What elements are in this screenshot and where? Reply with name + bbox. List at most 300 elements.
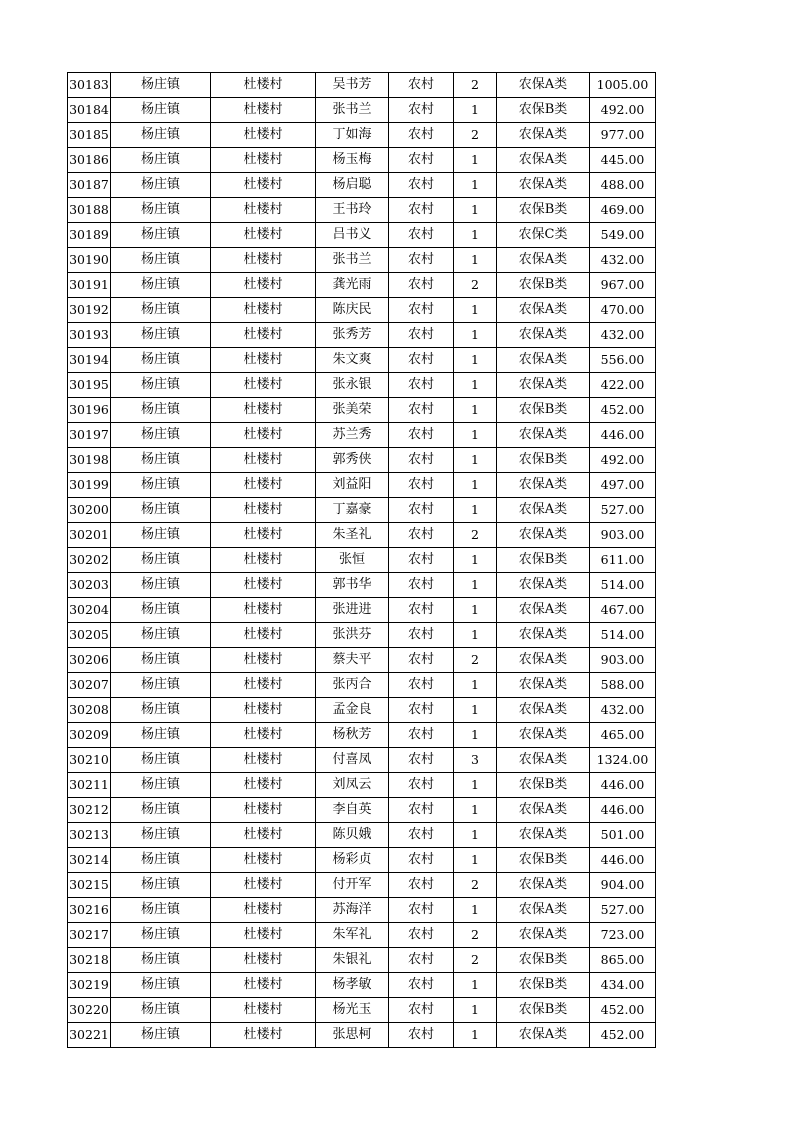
name-cell: 张思柯 [316,1023,389,1048]
name-cell: 张恒 [316,548,389,573]
count-cell: 1 [454,1023,497,1048]
amount-cell: 446.00 [590,798,656,823]
name-cell: 付开军 [316,873,389,898]
table-row [68,573,656,598]
village-cell: 杜楼村 [211,548,316,573]
town-cell: 杨庄镇 [111,223,211,248]
village-cell: 杜楼村 [211,648,316,673]
table-row [68,773,656,798]
name-cell: 张书兰 [316,248,389,273]
id-cell: 30204 [68,598,111,623]
count-cell: 1 [454,798,497,823]
category-cell: 农保A类 [497,373,590,398]
id-cell: 30220 [68,998,111,1023]
town-cell: 杨庄镇 [111,298,211,323]
amount-cell: 1005.00 [590,73,656,98]
id-cell: 30183 [68,73,111,98]
name-cell: 郭秀侠 [316,448,389,473]
id-cell: 30205 [68,623,111,648]
name-cell: 吴书芳 [316,73,389,98]
area-cell: 农村 [389,673,454,698]
table-row [68,448,656,473]
amount-cell: 611.00 [590,548,656,573]
amount-cell: 492.00 [590,448,656,473]
category-cell: 农保A类 [497,698,590,723]
amount-cell: 501.00 [590,823,656,848]
name-cell: 杨孝敏 [316,973,389,998]
amount-cell: 470.00 [590,298,656,323]
town-cell: 杨庄镇 [111,98,211,123]
name-cell: 刘益阳 [316,473,389,498]
count-cell: 1 [454,723,497,748]
area-cell: 农村 [389,398,454,423]
id-cell: 30202 [68,548,111,573]
amount-cell: 556.00 [590,348,656,373]
category-cell: 农保A类 [497,423,590,448]
town-cell: 杨庄镇 [111,798,211,823]
name-cell: 朱圣礼 [316,523,389,548]
category-cell: 农保A类 [497,873,590,898]
name-cell: 付喜凤 [316,748,389,773]
village-cell: 杜楼村 [211,98,316,123]
village-cell: 杜楼村 [211,473,316,498]
village-cell: 杜楼村 [211,723,316,748]
village-cell: 杜楼村 [211,973,316,998]
name-cell: 杨启聪 [316,173,389,198]
village-cell: 杜楼村 [211,748,316,773]
id-cell: 30214 [68,848,111,873]
village-cell: 杜楼村 [211,348,316,373]
count-cell: 1 [454,448,497,473]
category-cell: 农保A类 [497,623,590,648]
category-cell: 农保A类 [497,1023,590,1048]
count-cell: 2 [454,648,497,673]
category-cell: 农保C类 [497,223,590,248]
amount-cell: 1324.00 [590,748,656,773]
table-row [68,498,656,523]
village-cell: 杜楼村 [211,798,316,823]
table-row [68,598,656,623]
amount-cell: 527.00 [590,898,656,923]
name-cell: 陈庆民 [316,298,389,323]
name-cell: 张美荣 [316,398,389,423]
id-cell: 30206 [68,648,111,673]
village-cell: 杜楼村 [211,223,316,248]
amount-cell: 549.00 [590,223,656,248]
id-cell: 30210 [68,748,111,773]
town-cell: 杨庄镇 [111,548,211,573]
amount-cell: 445.00 [590,148,656,173]
village-cell: 杜楼村 [211,573,316,598]
village-cell: 杜楼村 [211,1023,316,1048]
village-cell: 杜楼村 [211,123,316,148]
town-cell: 杨庄镇 [111,573,211,598]
category-cell: 农保A类 [497,573,590,598]
category-cell: 农保A类 [497,73,590,98]
amount-cell: 422.00 [590,373,656,398]
name-cell: 郭书华 [316,573,389,598]
count-cell: 1 [454,773,497,798]
id-cell: 30200 [68,498,111,523]
name-cell: 杨彩贞 [316,848,389,873]
town-cell: 杨庄镇 [111,198,211,223]
id-cell: 30207 [68,673,111,698]
count-cell: 1 [454,373,497,398]
name-cell: 孟金良 [316,698,389,723]
id-cell: 30213 [68,823,111,848]
amount-cell: 492.00 [590,98,656,123]
amount-cell: 903.00 [590,523,656,548]
table-row [68,1023,656,1048]
count-cell: 1 [454,498,497,523]
category-cell: 农保B类 [497,548,590,573]
name-cell: 杨光玉 [316,998,389,1023]
amount-cell: 446.00 [590,773,656,798]
amount-cell: 588.00 [590,673,656,698]
area-cell: 农村 [389,173,454,198]
town-cell: 杨庄镇 [111,823,211,848]
count-cell: 2 [454,273,497,298]
count-cell: 1 [454,98,497,123]
count-cell: 2 [454,73,497,98]
table-row [68,98,656,123]
area-cell: 农村 [389,348,454,373]
area-cell: 农村 [389,598,454,623]
count-cell: 1 [454,198,497,223]
village-cell: 杜楼村 [211,598,316,623]
area-cell: 农村 [389,248,454,273]
amount-cell: 977.00 [590,123,656,148]
id-cell: 30211 [68,773,111,798]
amount-cell: 865.00 [590,948,656,973]
village-cell: 杜楼村 [211,73,316,98]
area-cell: 农村 [389,548,454,573]
count-cell: 2 [454,923,497,948]
amount-cell: 967.00 [590,273,656,298]
table-row [68,273,656,298]
table-row [68,823,656,848]
area-cell: 农村 [389,898,454,923]
category-cell: 农保A类 [497,723,590,748]
amount-cell: 469.00 [590,198,656,223]
table-row [68,548,656,573]
amount-cell: 434.00 [590,973,656,998]
village-cell: 杜楼村 [211,823,316,848]
count-cell: 2 [454,873,497,898]
town-cell: 杨庄镇 [111,173,211,198]
id-cell: 30190 [68,248,111,273]
town-cell: 杨庄镇 [111,773,211,798]
count-cell: 1 [454,548,497,573]
count-cell: 2 [454,123,497,148]
area-cell: 农村 [389,98,454,123]
id-cell: 30194 [68,348,111,373]
id-cell: 30212 [68,798,111,823]
town-cell: 杨庄镇 [111,873,211,898]
table-row [68,698,656,723]
count-cell: 1 [454,623,497,648]
table-row [68,923,656,948]
name-cell: 苏海洋 [316,898,389,923]
name-cell: 刘凤云 [316,773,389,798]
id-cell: 30189 [68,223,111,248]
area-cell: 农村 [389,823,454,848]
area-cell: 农村 [389,923,454,948]
town-cell: 杨庄镇 [111,523,211,548]
table-row [68,748,656,773]
category-cell: 农保A类 [497,298,590,323]
count-cell: 1 [454,348,497,373]
id-cell: 30201 [68,523,111,548]
name-cell: 丁嘉豪 [316,498,389,523]
count-cell: 1 [454,248,497,273]
category-cell: 农保B类 [497,398,590,423]
category-cell: 农保B类 [497,948,590,973]
table-row [68,298,656,323]
category-cell: 农保A类 [497,148,590,173]
village-cell: 杜楼村 [211,423,316,448]
town-cell: 杨庄镇 [111,498,211,523]
category-cell: 农保A类 [497,323,590,348]
area-cell: 农村 [389,73,454,98]
table-row [68,198,656,223]
area-cell: 农村 [389,723,454,748]
village-cell: 杜楼村 [211,398,316,423]
table-row [68,648,656,673]
village-cell: 杜楼村 [211,298,316,323]
village-cell: 杜楼村 [211,773,316,798]
town-cell: 杨庄镇 [111,598,211,623]
category-cell: 农保B类 [497,973,590,998]
village-cell: 杜楼村 [211,948,316,973]
count-cell: 1 [454,298,497,323]
id-cell: 30195 [68,373,111,398]
area-cell: 农村 [389,423,454,448]
id-cell: 30186 [68,148,111,173]
id-cell: 30187 [68,173,111,198]
name-cell: 龚光雨 [316,273,389,298]
table-row [68,373,656,398]
amount-cell: 452.00 [590,1023,656,1048]
town-cell: 杨庄镇 [111,123,211,148]
table-row [68,423,656,448]
town-cell: 杨庄镇 [111,248,211,273]
id-cell: 30197 [68,423,111,448]
table-body [68,73,656,1048]
amount-cell: 514.00 [590,623,656,648]
category-cell: 农保B类 [497,273,590,298]
name-cell: 杨玉梅 [316,148,389,173]
village-cell: 杜楼村 [211,923,316,948]
category-cell: 农保A类 [497,498,590,523]
count-cell: 1 [454,223,497,248]
id-cell: 30196 [68,398,111,423]
amount-cell: 465.00 [590,723,656,748]
amount-cell: 467.00 [590,598,656,623]
town-cell: 杨庄镇 [111,748,211,773]
id-cell: 30185 [68,123,111,148]
category-cell: 农保A类 [497,923,590,948]
table-row [68,223,656,248]
name-cell: 王书玲 [316,198,389,223]
category-cell: 农保B类 [497,198,590,223]
name-cell: 蔡夫平 [316,648,389,673]
id-cell: 30209 [68,723,111,748]
id-cell: 30199 [68,473,111,498]
village-cell: 杜楼村 [211,498,316,523]
area-cell: 农村 [389,573,454,598]
village-cell: 杜楼村 [211,898,316,923]
count-cell: 2 [454,523,497,548]
area-cell: 农村 [389,848,454,873]
area-cell: 农村 [389,298,454,323]
count-cell: 1 [454,848,497,873]
village-cell: 杜楼村 [211,373,316,398]
id-cell: 30188 [68,198,111,223]
table-row [68,898,656,923]
id-cell: 30219 [68,973,111,998]
table-row [68,673,656,698]
town-cell: 杨庄镇 [111,623,211,648]
count-cell: 1 [454,423,497,448]
town-cell: 杨庄镇 [111,648,211,673]
name-cell: 李自英 [316,798,389,823]
table-row [68,973,656,998]
count-cell: 1 [454,573,497,598]
count-cell: 1 [454,998,497,1023]
name-cell: 张书兰 [316,98,389,123]
name-cell: 张秀芳 [316,323,389,348]
village-cell: 杜楼村 [211,273,316,298]
count-cell: 1 [454,973,497,998]
table-row [68,623,656,648]
town-cell: 杨庄镇 [111,673,211,698]
name-cell: 张永银 [316,373,389,398]
town-cell: 杨庄镇 [111,273,211,298]
name-cell: 丁如海 [316,123,389,148]
id-cell: 30184 [68,98,111,123]
town-cell: 杨庄镇 [111,973,211,998]
category-cell: 农保B类 [497,98,590,123]
town-cell: 杨庄镇 [111,323,211,348]
amount-cell: 514.00 [590,573,656,598]
id-cell: 30221 [68,1023,111,1048]
category-cell: 农保A类 [497,473,590,498]
village-cell: 杜楼村 [211,323,316,348]
village-cell: 杜楼村 [211,848,316,873]
name-cell: 张洪芬 [316,623,389,648]
id-cell: 30215 [68,873,111,898]
category-cell: 农保A类 [497,123,590,148]
name-cell: 朱军礼 [316,923,389,948]
amount-cell: 432.00 [590,323,656,348]
town-cell: 杨庄镇 [111,923,211,948]
count-cell: 2 [454,948,497,973]
count-cell: 1 [454,173,497,198]
town-cell: 杨庄镇 [111,148,211,173]
area-cell: 农村 [389,223,454,248]
data-table [67,72,656,1048]
table-row [68,248,656,273]
area-cell: 农村 [389,123,454,148]
category-cell: 农保B类 [497,448,590,473]
id-cell: 30217 [68,923,111,948]
id-cell: 30192 [68,298,111,323]
town-cell: 杨庄镇 [111,898,211,923]
town-cell: 杨庄镇 [111,448,211,473]
town-cell: 杨庄镇 [111,373,211,398]
amount-cell: 904.00 [590,873,656,898]
name-cell: 陈贝娥 [316,823,389,848]
category-cell: 农保A类 [497,348,590,373]
category-cell: 农保A类 [497,823,590,848]
id-cell: 30216 [68,898,111,923]
village-cell: 杜楼村 [211,873,316,898]
category-cell: 农保B类 [497,848,590,873]
village-cell: 杜楼村 [211,673,316,698]
area-cell: 农村 [389,1023,454,1048]
table-row [68,398,656,423]
count-cell: 1 [454,398,497,423]
id-cell: 30218 [68,948,111,973]
amount-cell: 903.00 [590,648,656,673]
town-cell: 杨庄镇 [111,948,211,973]
count-cell: 1 [454,823,497,848]
area-cell: 农村 [389,798,454,823]
area-cell: 农村 [389,748,454,773]
area-cell: 农村 [389,473,454,498]
table-row [68,873,656,898]
town-cell: 杨庄镇 [111,73,211,98]
area-cell: 农村 [389,973,454,998]
village-cell: 杜楼村 [211,198,316,223]
area-cell: 农村 [389,773,454,798]
category-cell: 农保A类 [497,173,590,198]
count-cell: 1 [454,898,497,923]
count-cell: 1 [454,698,497,723]
category-cell: 农保A类 [497,648,590,673]
town-cell: 杨庄镇 [111,398,211,423]
town-cell: 杨庄镇 [111,1023,211,1048]
table-row [68,173,656,198]
table-row [68,73,656,98]
count-cell: 1 [454,148,497,173]
village-cell: 杜楼村 [211,998,316,1023]
area-cell: 农村 [389,198,454,223]
table-row [68,323,656,348]
category-cell: 农保A类 [497,523,590,548]
area-cell: 农村 [389,623,454,648]
area-cell: 农村 [389,998,454,1023]
id-cell: 30191 [68,273,111,298]
amount-cell: 432.00 [590,248,656,273]
amount-cell: 527.00 [590,498,656,523]
table-row [68,948,656,973]
area-cell: 农村 [389,323,454,348]
area-cell: 农村 [389,448,454,473]
area-cell: 农村 [389,948,454,973]
village-cell: 杜楼村 [211,698,316,723]
count-cell: 1 [454,673,497,698]
amount-cell: 446.00 [590,423,656,448]
town-cell: 杨庄镇 [111,848,211,873]
name-cell: 苏兰秀 [316,423,389,448]
table-row [68,523,656,548]
area-cell: 农村 [389,648,454,673]
table-row [68,148,656,173]
id-cell: 30208 [68,698,111,723]
town-cell: 杨庄镇 [111,723,211,748]
